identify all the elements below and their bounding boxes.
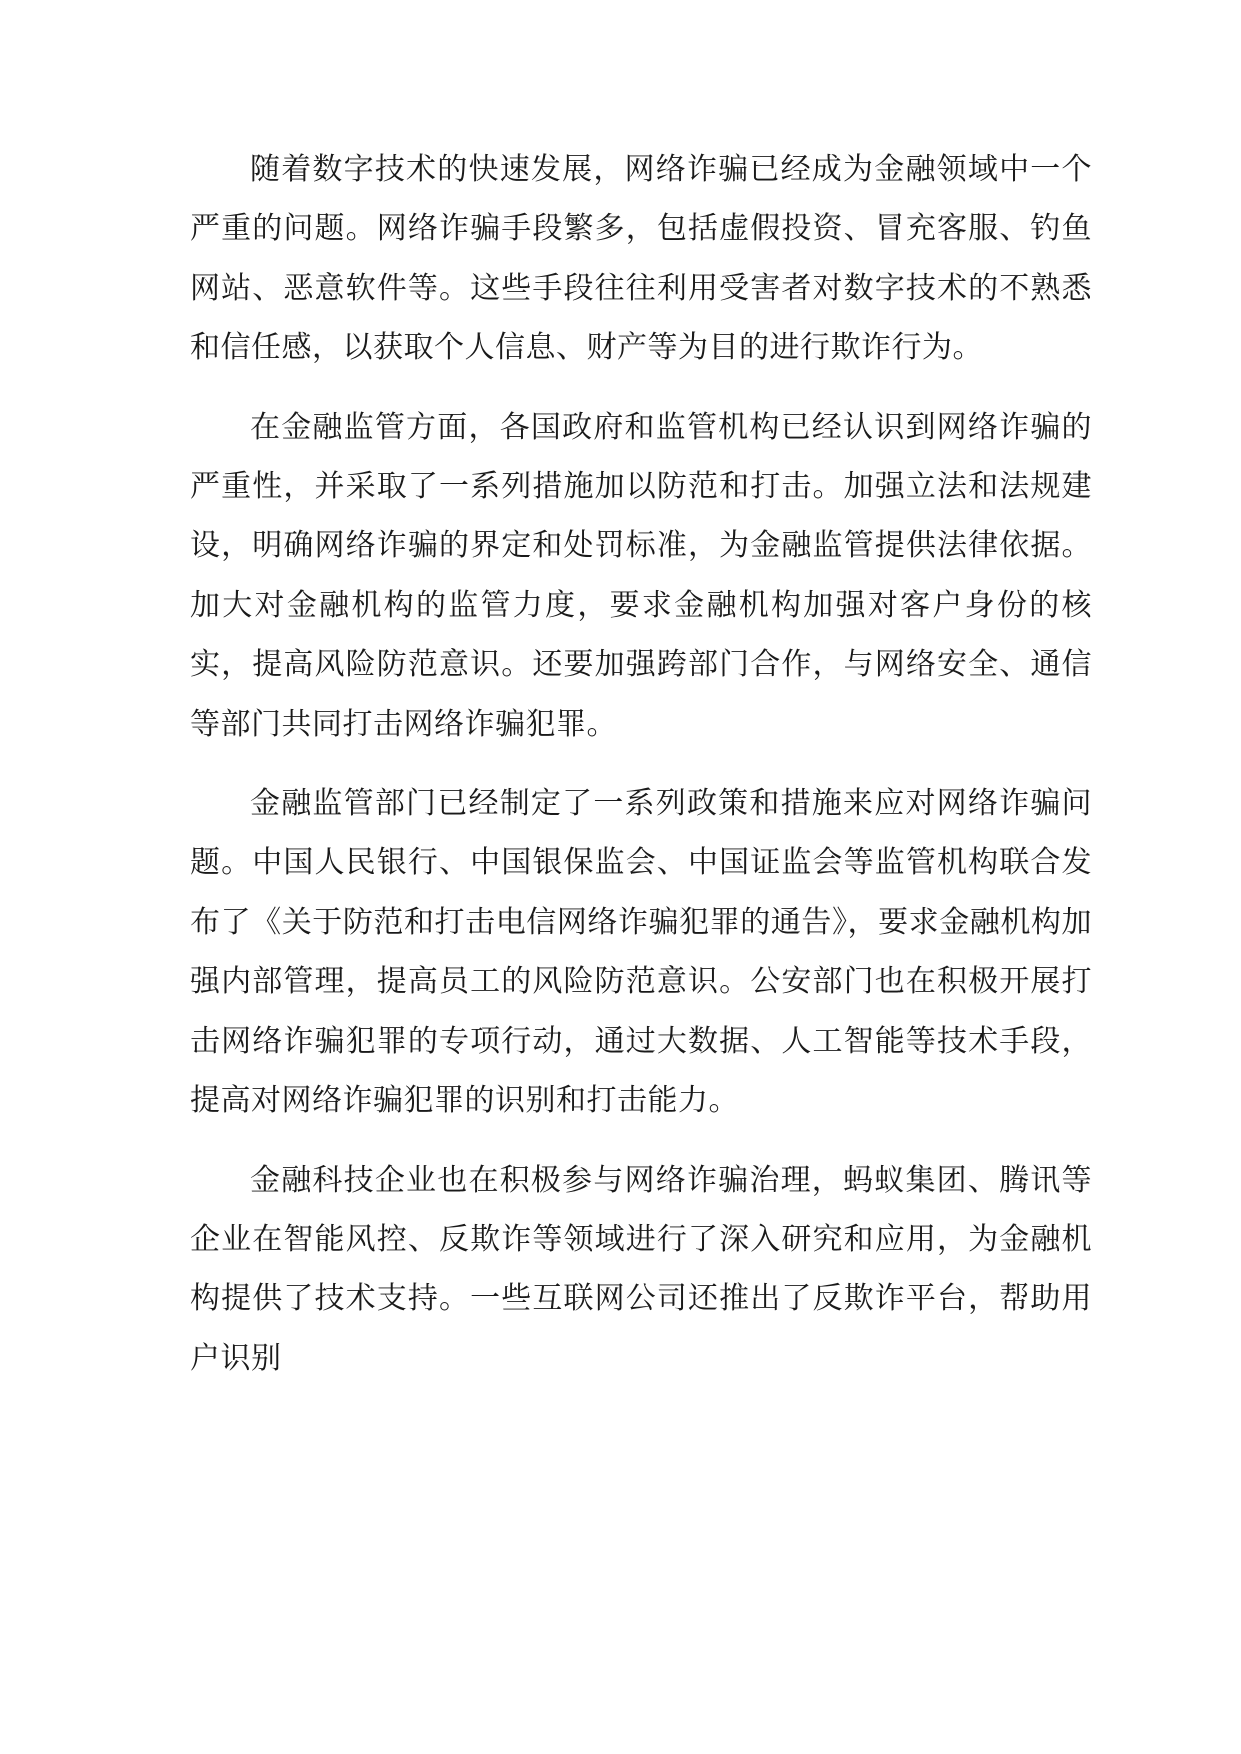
document-body [190,140,1092,1408]
paragraph-2: 在金融监管方面，各国政府和监管机构已经认识到网络诈骗的严重性，并采取了一系列措施加以防范和打击。加强立法和法规建设，明确网络诈骗的界定和处罚标准，为金融监管提供法律依据。加大对金融机构的监管力度，要求金融机构加强对客户身份的核实，提高风险防范意识。还要加强跨部门合作，与网络安全、通信等部门共同打击网络诈骗犯罪。 [190,409,1092,742]
paragraph-4: 金融科技企业也在积极参与网络诈骗治理，蚂蚁集团、腾讯等企业在智能风控、反欺诈等领域进行了深入研究和应用，为金融机构提供了技术支持。一些互联网公司还推出了反欺诈平台，帮助用户识别 [190,1162,1092,1376]
paragraph-3: 金融监管部门已经制定了一系列政策和措施来应对网络诈骗问题。中国人民银行、中国银保监会、中国证监会等监管机构联合发布了《关于防范和打击电信网络诈骗犯罪的通告》，要求金融机构加强内部管理，提高员工的风险防范意识。公安部门也在积极开展打击网络诈骗犯罪的专项行动，通过大数据、人工智能等技术手段，提高对网络诈骗犯罪的识别和打击能力。 [190,786,1092,1119]
paragraph-1: 随着数字技术的快速发展，网络诈骗已经成为金融领域中一个严重的问题。网络诈骗手段繁多，包括虚假投资、冒充客服、钓鱼网站、恶意软件等。这些手段往往利用受害者对数字技术的不熟悉和信任感，以获取个人信息、财产等为目的进行欺诈行为。 [190,152,1092,366]
